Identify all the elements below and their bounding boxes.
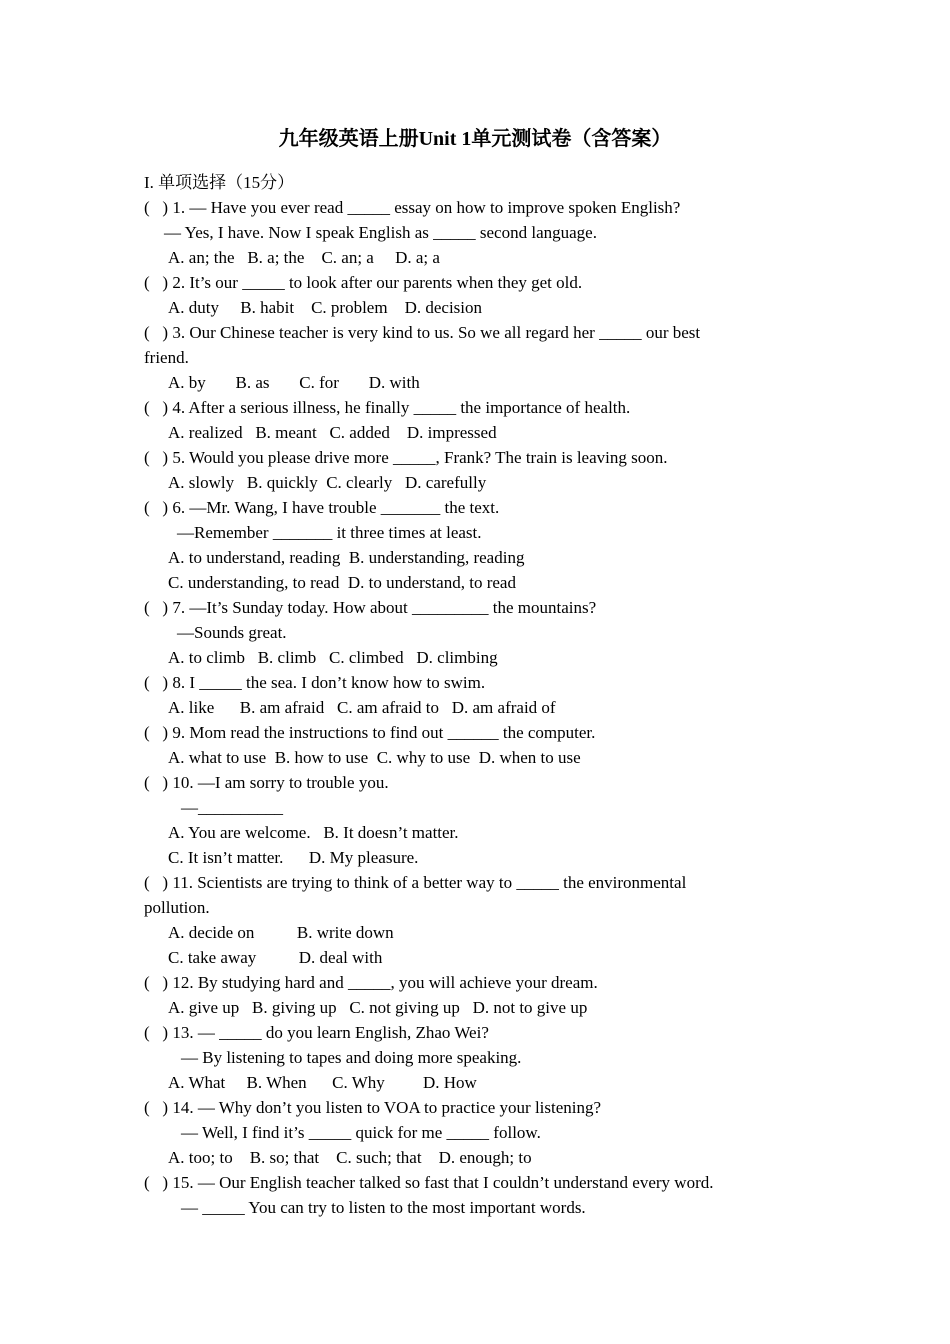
question-14-reply: — Well, I find it’s _____ quick for me _____ follow.: [181, 1123, 541, 1142]
question-6: ( ) 6. —Mr. Wang, I have trouble _______ the text.: [144, 498, 500, 517]
question-14-options: A. too; to B. so; that C. such; that D. enough; to: [168, 1148, 532, 1167]
question-1-reply: — Yes, I have. Now I speak English as _____ second language.: [164, 223, 597, 242]
question-6-reply: —Remember _______ it three times at least.: [177, 523, 482, 542]
question-4-options: A. realized B. meant C. added D. impressed: [168, 423, 497, 442]
question-11-options-a: A. decide on B. write down: [168, 923, 394, 942]
question-13-options: A. What B. When C. Why D. How: [168, 1073, 477, 1092]
question-6-options-b: C. understanding, to read D. to understand, to read: [168, 573, 516, 592]
question-9-options: A. what to use B. how to use C. why to use D. when to use: [168, 748, 581, 767]
question-10-reply: —__________: [181, 798, 283, 817]
question-11: ( ) 11. Scientists are trying to think of a better way to _____ the environmental: [144, 873, 687, 892]
question-3-continued: friend.: [144, 348, 189, 367]
section-heading: I. 单项选择（15分）: [144, 173, 295, 192]
question-7-reply: —Sounds great.: [177, 623, 287, 642]
question-11-options-b: C. take away D. deal with: [168, 948, 383, 967]
question-3-options: A. by B. as C. for D. with: [168, 373, 420, 392]
question-1: ( ) 1. — Have you ever read _____ essay on how to improve spoken English?: [144, 198, 681, 217]
question-11-continued: pollution.: [144, 898, 210, 917]
question-12: ( ) 12. By studying hard and _____, you will achieve your dream.: [144, 973, 598, 992]
question-10-options-a: A. You are welcome. B. It doesn’t matter.: [168, 823, 459, 842]
question-9: ( ) 9. Mom read the instructions to find out ______ the computer.: [144, 723, 596, 742]
exam-body: [144, 170, 794, 1220]
question-5-options: A. slowly B. quickly C. clearly D. carefully: [168, 473, 487, 492]
question-7-options: A. to climb B. climb C. climbed D. climbing: [168, 648, 498, 667]
question-2: ( ) 2. It’s our _____ to look after our parents when they get old.: [144, 273, 583, 292]
question-2-options: A. duty B. habit C. problem D. decision: [168, 298, 483, 317]
question-4: ( ) 4. After a serious illness, he finally _____ the importance of health.: [144, 398, 631, 417]
question-10: ( ) 10. —I am sorry to trouble you.: [144, 773, 389, 792]
question-8-options: A. like B. am afraid C. am afraid to D. am afraid of: [168, 698, 556, 717]
question-15: ( ) 15. — Our English teacher talked so fast that I couldn’t understand every word.: [144, 1173, 714, 1192]
question-13-reply: — By listening to tapes and doing more speaking.: [181, 1048, 522, 1067]
question-12-options: A. give up B. giving up C. not giving up D. not to give up: [168, 998, 588, 1017]
question-14: ( ) 14. — Why don’t you listen to VOA to practice your listening?: [144, 1098, 602, 1117]
question-10-options-b: C. It isn’t matter. D. My pleasure.: [168, 848, 419, 867]
question-3: ( ) 3. Our Chinese teacher is very kind to us. So we all regard her _____ our best: [144, 323, 701, 342]
question-5: ( ) 5. Would you please drive more _____, Frank? The train is leaving soon.: [144, 448, 668, 467]
question-7: ( ) 7. —It’s Sunday today. How about _________ the mountains?: [144, 598, 597, 617]
question-15-reply: — _____ You can try to listen to the most important words.: [181, 1198, 586, 1217]
page-title: 九年级英语上册Unit 1单元测试卷（含答案）: [278, 128, 672, 150]
question-1-options: A. an; the B. a; the C. an; a D. a; a: [168, 248, 440, 267]
question-6-options-a: A. to understand, reading B. understanding, reading: [168, 548, 525, 567]
question-13: ( ) 13. — _____ do you learn English, Zhao Wei?: [144, 1023, 489, 1042]
question-8: ( ) 8. I _____ the sea. I don’t know how to swim.: [144, 673, 486, 692]
